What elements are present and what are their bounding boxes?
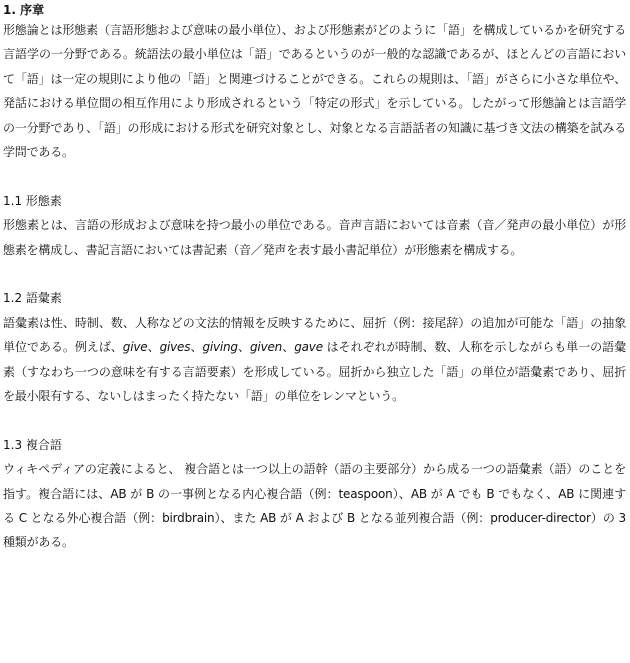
- section-1-title: 1. 序章: [3, 3, 45, 17]
- section-1-2-paragraph: [3, 311, 626, 409]
- spacer: [3, 164, 626, 188]
- section-1-2-title: 1.2 語彙素: [3, 291, 62, 306]
- separator: 、: [190, 340, 203, 355]
- example-word: give: [122, 340, 148, 355]
- section-1-3-title: 1.3 複合語: [3, 437, 62, 452]
- separator: 、: [282, 340, 295, 355]
- section-1-2-text-before: 語彙素は性、時制、数、人称などの文法的情報を反映するために、屈折（例：接尾辞）の追加が可能な「語」の抽象単位である。例えば、: [3, 315, 626, 355]
- spacer: [3, 262, 626, 286]
- section-1-2-text-after: はそれぞれが時制、数、人称を示しながらも単一の語彙素（すなわち一つの意味を有する言語要素）を形成している。屈折から独立した「語」の単位が語彙素であり、屈折を最小限有する、ないしはまったく持たない「語」の単位をレンマという。: [3, 340, 626, 404]
- example-word: gives: [159, 340, 191, 355]
- section-1-3-paragraph: ウィキペディアの定義によると、 複合語とは一つ以上の語幹（語の主要部分）から成る一つの語彙素（語）のことを指す。複合語には、AB が B の一事例となる内心複合語（例：teaspoon）、AB が A でも B でもなく、AB に関連する C となる外心複合語（例：birdbrain）、また AB が A および B となる並列複合語（例：producer-director）の 3 種類がある。: [3, 462, 626, 550]
- section-1-1-paragraph: 形態素とは、言語の形成および意味を持つ最小の単位である。音声言語においては音素（音／発声の最小単位）が形態素を構成し、書記言語においては書記素（音／発声を表す最小書記単位）が形態素を構成する。: [3, 218, 626, 257]
- separator: 、: [237, 340, 251, 355]
- spacer: [3, 408, 626, 432]
- example-word: gave: [294, 340, 323, 355]
- example-word: given: [250, 340, 283, 355]
- section-1-1-title: 1.1 形態素: [3, 193, 62, 208]
- example-word: giving: [202, 340, 238, 355]
- section-1-paragraph: 形態論とは形態素（言語形態および意味の最小単位）、および形態素がどのように「語」を構成しているかを研究する言語学の一分野である。統語法の最小単位は「語」であるというのが一般的な認識であるが、ほとんどの言語において「語」は一定の規則により他の「語」と関連づけることができる。これらの規則は、「語」がさらに小さな単位や、発話における単位間の相互作用により形成されるという「特定の形式」を示している。したがって形態論とは言語学の一分野であり、「語」の形成における形式を研究対象とし、対象となる言語話者の知識に基づき文法の構築を試みる学問である。: [3, 23, 626, 160]
- separator: 、: [147, 340, 160, 355]
